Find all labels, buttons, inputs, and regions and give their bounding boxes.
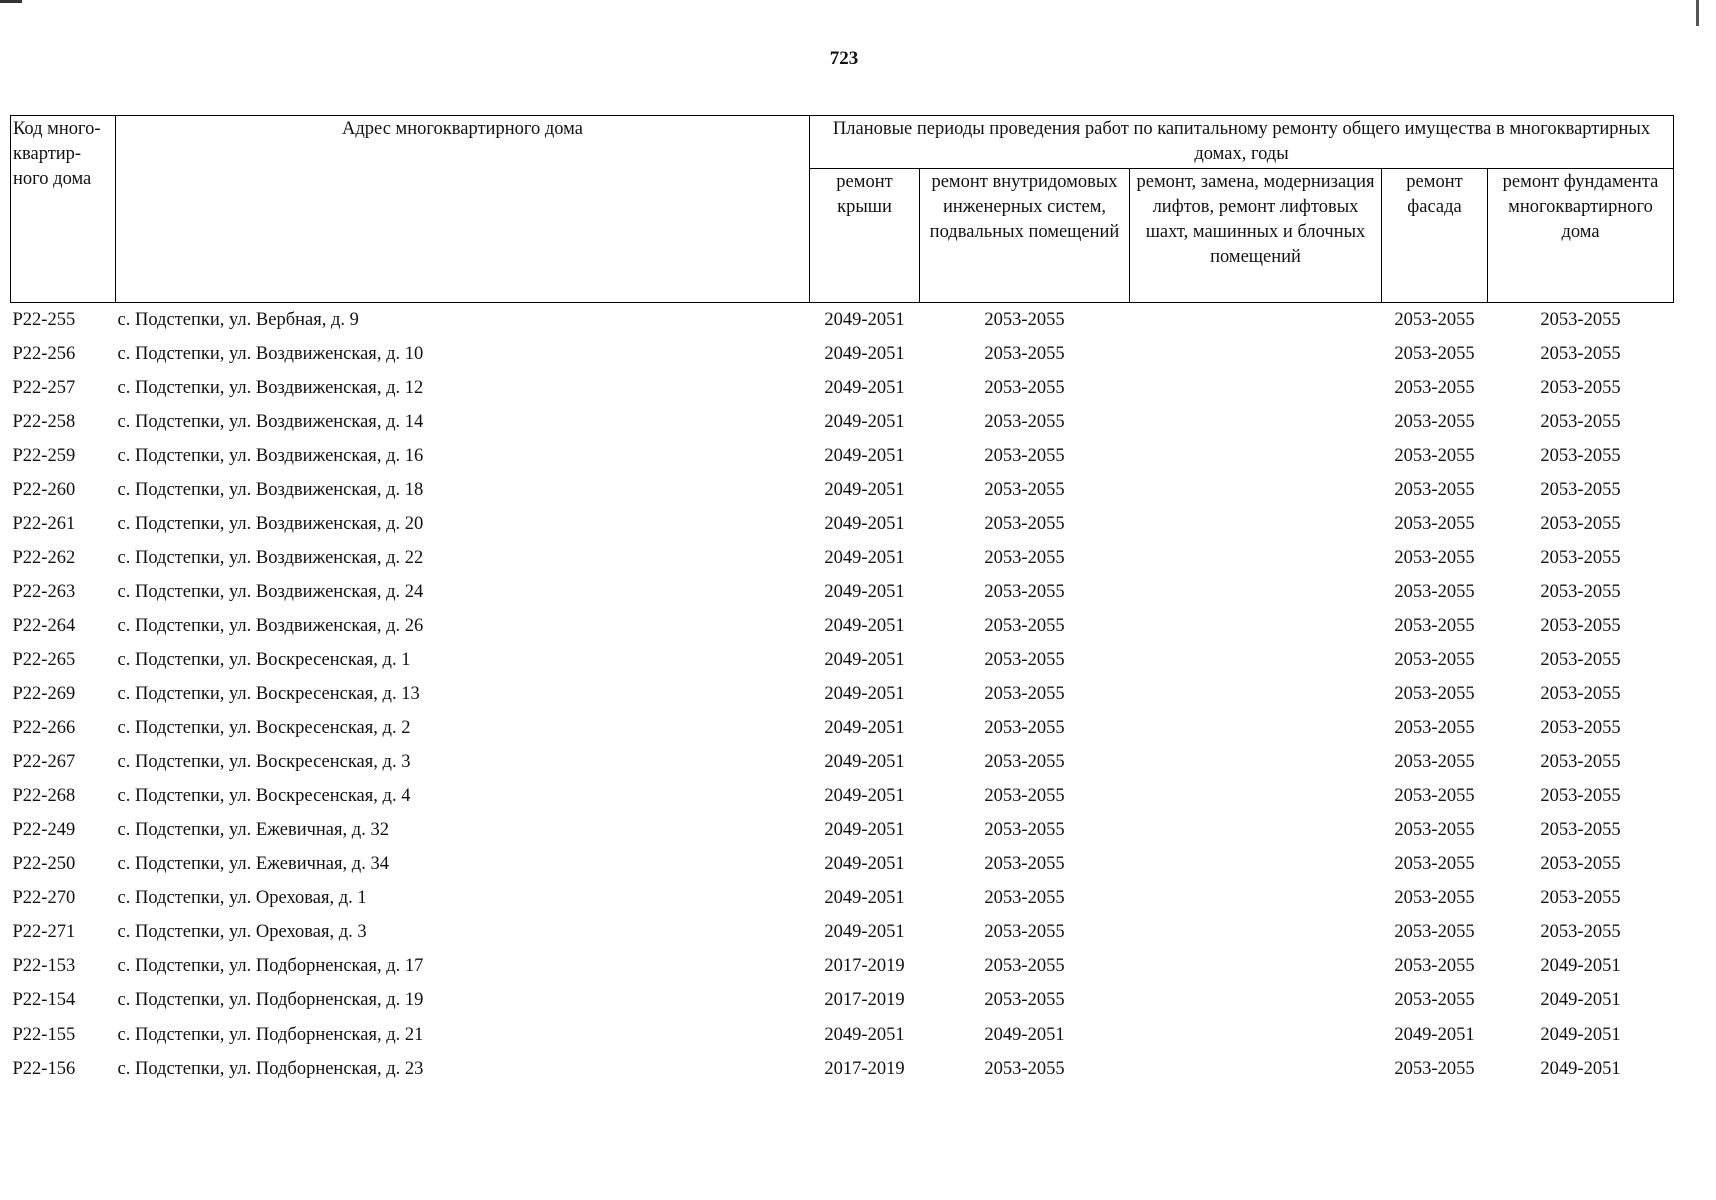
cell-engineering: 2053-2055 <box>984 581 1065 602</box>
cell-facade: 2053-2055 <box>1394 581 1475 602</box>
cell-foundation: 2053-2055 <box>1540 786 1621 807</box>
cell-code: Р22-259 <box>12 445 76 466</box>
cell-address: с. Подстепки, ул. Подборненская, д. 21 <box>117 1024 424 1045</box>
cell-lifts <box>1130 814 1382 848</box>
cell-roof: 2049-2051 <box>824 718 905 739</box>
cell-address: с. Подстепки, ул. Воздвиженская, д. 24 <box>117 581 424 602</box>
cell-code: Р22-258 <box>12 411 76 432</box>
table-row <box>11 916 1674 950</box>
cell-code: Р22-256 <box>12 343 76 364</box>
cell-lifts <box>1130 780 1382 814</box>
cell-address: с. Подстепки, ул. Подборненская, д. 23 <box>117 1058 424 1079</box>
cell-lifts <box>1130 473 1382 507</box>
cell-address: с. Подстепки, ул. Воскресенская, д. 4 <box>117 786 411 807</box>
cell-address: с. Подстепки, ул. Воскресенская, д. 2 <box>117 718 411 739</box>
cell-roof: 2049-2051 <box>824 513 905 534</box>
cell-foundation: 2053-2055 <box>1540 581 1621 602</box>
cell-code: Р22-269 <box>12 684 76 705</box>
cell-foundation: 2049-2051 <box>1540 990 1621 1011</box>
table-row <box>11 439 1674 473</box>
page-number: 723 <box>829 48 859 69</box>
cell-code: Р22-156 <box>12 1058 76 1079</box>
cell-engineering: 2053-2055 <box>984 547 1065 568</box>
cell-roof: 2049-2051 <box>824 684 905 705</box>
table-row <box>11 575 1674 609</box>
cell-facade: 2053-2055 <box>1394 649 1475 670</box>
cell-lifts <box>1130 405 1382 439</box>
cell-code: Р22-261 <box>12 513 76 534</box>
cell-engineering: 2053-2055 <box>984 377 1065 398</box>
cell-roof: 2049-2051 <box>824 445 905 466</box>
cell-code: Р22-266 <box>12 718 76 739</box>
cell-roof: 2049-2051 <box>824 820 905 841</box>
cell-lifts <box>1130 371 1382 405</box>
cell-lifts <box>1130 848 1382 882</box>
scan-mark <box>0 0 22 3</box>
cell-roof: 2049-2051 <box>824 615 905 636</box>
cell-facade: 2053-2055 <box>1394 718 1475 739</box>
cell-engineering: 2053-2055 <box>984 922 1065 943</box>
cell-code: Р22-257 <box>12 377 76 398</box>
cell-lifts <box>1130 950 1382 984</box>
header-engineering: ремонт внутридомовых инженерных систем, подвальных помещений <box>920 169 1130 303</box>
cell-facade: 2053-2055 <box>1394 990 1475 1011</box>
cell-code: Р22-250 <box>12 854 76 875</box>
cell-roof: 2049-2051 <box>824 786 905 807</box>
cell-address: с. Подстепки, ул. Воздвиженская, д. 18 <box>117 479 424 500</box>
table-row <box>11 814 1674 848</box>
cell-foundation: 2053-2055 <box>1540 309 1621 330</box>
cell-lifts <box>1130 678 1382 712</box>
cell-roof: 2049-2051 <box>824 411 905 432</box>
cell-facade: 2053-2055 <box>1394 956 1475 977</box>
cell-facade: 2053-2055 <box>1394 615 1475 636</box>
cell-address: с. Подстепки, ул. Подборненская, д. 19 <box>117 990 424 1011</box>
table-row <box>11 984 1674 1018</box>
cell-engineering: 2053-2055 <box>984 854 1065 875</box>
cell-code: Р22-267 <box>12 752 76 773</box>
table-row <box>11 678 1674 712</box>
cell-foundation: 2053-2055 <box>1540 513 1621 534</box>
cell-foundation: 2053-2055 <box>1540 752 1621 773</box>
cell-foundation: 2053-2055 <box>1540 411 1621 432</box>
cell-engineering: 2053-2055 <box>984 309 1065 330</box>
cell-lifts <box>1130 1052 1382 1086</box>
cell-facade: 2053-2055 <box>1394 888 1475 909</box>
cell-lifts <box>1130 541 1382 575</box>
cell-foundation: 2053-2055 <box>1540 615 1621 636</box>
cell-roof: 2049-2051 <box>824 343 905 364</box>
cell-foundation: 2053-2055 <box>1540 445 1621 466</box>
header-roof: ремонт крыши <box>810 169 920 303</box>
table-row <box>11 848 1674 882</box>
cell-foundation: 2053-2055 <box>1540 547 1621 568</box>
table-row <box>11 950 1674 984</box>
table-row <box>11 1018 1674 1052</box>
cell-roof: 2049-2051 <box>824 888 905 909</box>
table-row <box>11 473 1674 507</box>
cell-engineering: 2053-2055 <box>984 684 1065 705</box>
cell-foundation: 2049-2051 <box>1540 1024 1621 1045</box>
table-row <box>11 303 1674 338</box>
cell-code: Р22-264 <box>12 615 76 636</box>
cell-code: Р22-262 <box>12 547 76 568</box>
cell-code: Р22-268 <box>12 786 76 807</box>
table-row <box>11 643 1674 677</box>
table-row <box>11 712 1674 746</box>
cell-foundation: 2049-2051 <box>1540 1058 1621 1079</box>
cell-engineering: 2053-2055 <box>984 888 1065 909</box>
cell-facade: 2049-2051 <box>1394 1024 1475 1045</box>
table-row <box>11 405 1674 439</box>
cell-lifts <box>1130 882 1382 916</box>
table-row <box>11 507 1674 541</box>
cell-engineering: 2049-2051 <box>984 1024 1065 1045</box>
cell-address: с. Подстепки, ул. Воздвиженская, д. 16 <box>117 445 424 466</box>
cell-address: с. Подстепки, ул. Воскресенская, д. 3 <box>117 752 411 773</box>
cell-address: с. Подстепки, ул. Ежевичная, д. 32 <box>117 820 389 841</box>
cell-roof: 2017-2019 <box>824 956 905 977</box>
cell-lifts <box>1130 984 1382 1018</box>
table-row <box>11 882 1674 916</box>
cell-address: с. Подстепки, ул. Воздвиженская, д. 20 <box>117 513 424 534</box>
cell-engineering: 2053-2055 <box>984 615 1065 636</box>
cell-roof: 2049-2051 <box>824 854 905 875</box>
table-row <box>11 609 1674 643</box>
cell-engineering: 2053-2055 <box>984 513 1065 534</box>
cell-engineering: 2053-2055 <box>984 343 1065 364</box>
table-row <box>11 746 1674 780</box>
scan-mark <box>1696 0 1699 26</box>
cell-foundation: 2053-2055 <box>1540 820 1621 841</box>
table-body <box>11 303 1674 1087</box>
cell-lifts <box>1130 746 1382 780</box>
cell-address: с. Подстепки, ул. Воздвиженская, д. 14 <box>117 411 424 432</box>
cell-code: Р22-265 <box>12 649 76 670</box>
cell-roof: 2049-2051 <box>824 649 905 670</box>
cell-engineering: 2053-2055 <box>984 649 1065 670</box>
cell-roof: 2017-2019 <box>824 990 905 1011</box>
cell-address: с. Подстепки, ул. Воздвиженская, д. 10 <box>117 343 424 364</box>
cell-lifts <box>1130 643 1382 677</box>
cell-lifts <box>1130 575 1382 609</box>
cell-engineering: 2053-2055 <box>984 479 1065 500</box>
header-foundation: ремонт фундамента многоквартирного дома <box>1488 169 1674 303</box>
cell-code: Р22-271 <box>12 922 76 943</box>
cell-roof: 2049-2051 <box>824 1024 905 1045</box>
cell-lifts <box>1130 303 1382 338</box>
cell-engineering: 2053-2055 <box>984 990 1065 1011</box>
table-row <box>11 780 1674 814</box>
cell-roof: 2049-2051 <box>824 377 905 398</box>
cell-foundation: 2053-2055 <box>1540 922 1621 943</box>
table-header <box>11 116 1674 303</box>
cell-code: Р22-260 <box>12 479 76 500</box>
cell-roof: 2049-2051 <box>824 479 905 500</box>
cell-engineering: 2053-2055 <box>984 956 1065 977</box>
cell-foundation: 2053-2055 <box>1540 718 1621 739</box>
header-periods: Плановые периоды проведения работ по капитальному ремонту общего имущества в многоквартирных домах, годы <box>810 116 1674 169</box>
cell-address: с. Подстепки, ул. Воскресенская, д. 1 <box>117 649 411 670</box>
cell-address: с. Подстепки, ул. Ореховая, д. 3 <box>117 922 367 943</box>
cell-facade: 2053-2055 <box>1394 547 1475 568</box>
cell-code: Р22-154 <box>12 990 76 1011</box>
cell-address: с. Подстепки, ул. Подборненская, д. 17 <box>117 956 424 977</box>
cell-facade: 2053-2055 <box>1394 309 1475 330</box>
cell-address: с. Подстепки, ул. Воздвиженская, д. 12 <box>117 377 424 398</box>
table-row <box>11 337 1674 371</box>
cell-address: с. Подстепки, ул. Ежевичная, д. 34 <box>117 854 389 875</box>
cell-facade: 2053-2055 <box>1394 479 1475 500</box>
cell-engineering: 2053-2055 <box>984 786 1065 807</box>
cell-code: Р22-255 <box>12 309 76 330</box>
cell-facade: 2053-2055 <box>1394 1058 1475 1079</box>
cell-lifts <box>1130 916 1382 950</box>
cell-code: Р22-263 <box>12 581 76 602</box>
cell-foundation: 2053-2055 <box>1540 888 1621 909</box>
cell-roof: 2049-2051 <box>824 547 905 568</box>
cell-foundation: 2053-2055 <box>1540 479 1621 500</box>
cell-address: с. Подстепки, ул. Вербная, д. 9 <box>117 309 359 330</box>
cell-facade: 2053-2055 <box>1394 684 1475 705</box>
table-row <box>11 371 1674 405</box>
cell-code: Р22-270 <box>12 888 76 909</box>
cell-facade: 2053-2055 <box>1394 752 1475 773</box>
cell-facade: 2053-2055 <box>1394 445 1475 466</box>
cell-roof: 2049-2051 <box>824 752 905 773</box>
cell-lifts <box>1130 507 1382 541</box>
cell-address: с. Подстепки, ул. Воскресенская, д. 13 <box>117 684 420 705</box>
header-facade: ремонт фасада <box>1382 169 1488 303</box>
cell-foundation: 2053-2055 <box>1540 854 1621 875</box>
cell-engineering: 2053-2055 <box>984 445 1065 466</box>
cell-foundation: 2053-2055 <box>1540 649 1621 670</box>
cell-address: с. Подстепки, ул. Воздвиженская, д. 26 <box>117 615 424 636</box>
cell-lifts <box>1130 609 1382 643</box>
cell-code: Р22-153 <box>12 956 76 977</box>
cell-lifts <box>1130 712 1382 746</box>
cell-lifts <box>1130 337 1382 371</box>
cell-engineering: 2053-2055 <box>984 820 1065 841</box>
table-row <box>11 541 1674 575</box>
cell-facade: 2053-2055 <box>1394 411 1475 432</box>
cell-roof: 2049-2051 <box>824 309 905 330</box>
cell-engineering: 2053-2055 <box>984 718 1065 739</box>
cell-roof: 2049-2051 <box>824 581 905 602</box>
cell-facade: 2053-2055 <box>1394 922 1475 943</box>
cell-code: Р22-249 <box>12 820 76 841</box>
cell-address: с. Подстепки, ул. Ореховая, д. 1 <box>117 888 367 909</box>
cell-facade: 2053-2055 <box>1394 513 1475 534</box>
cell-foundation: 2053-2055 <box>1540 377 1621 398</box>
cell-lifts <box>1130 1018 1382 1052</box>
cell-roof: 2049-2051 <box>824 922 905 943</box>
cell-facade: 2053-2055 <box>1394 786 1475 807</box>
cell-lifts <box>1130 439 1382 473</box>
cell-code: Р22-155 <box>12 1024 76 1045</box>
repair-schedule-table <box>10 115 1674 1086</box>
cell-facade: 2053-2055 <box>1394 854 1475 875</box>
header-lifts: ремонт, замена, модернизация лифтов, ремонт лифтовых шахт, машинных и блочных помещений <box>1130 169 1382 303</box>
cell-facade: 2053-2055 <box>1394 377 1475 398</box>
header-code: Код много-квартир-ного дома <box>11 116 116 303</box>
cell-engineering: 2053-2055 <box>984 1058 1065 1079</box>
cell-foundation: 2049-2051 <box>1540 956 1621 977</box>
cell-engineering: 2053-2055 <box>984 752 1065 773</box>
cell-address: с. Подстепки, ул. Воздвиженская, д. 22 <box>117 547 424 568</box>
cell-facade: 2053-2055 <box>1394 343 1475 364</box>
table-row <box>11 1052 1674 1086</box>
header-address: Адрес многоквартирного дома <box>116 116 810 303</box>
cell-foundation: 2053-2055 <box>1540 684 1621 705</box>
cell-facade: 2053-2055 <box>1394 820 1475 841</box>
cell-foundation: 2053-2055 <box>1540 343 1621 364</box>
cell-roof: 2017-2019 <box>824 1058 905 1079</box>
cell-engineering: 2053-2055 <box>984 411 1065 432</box>
